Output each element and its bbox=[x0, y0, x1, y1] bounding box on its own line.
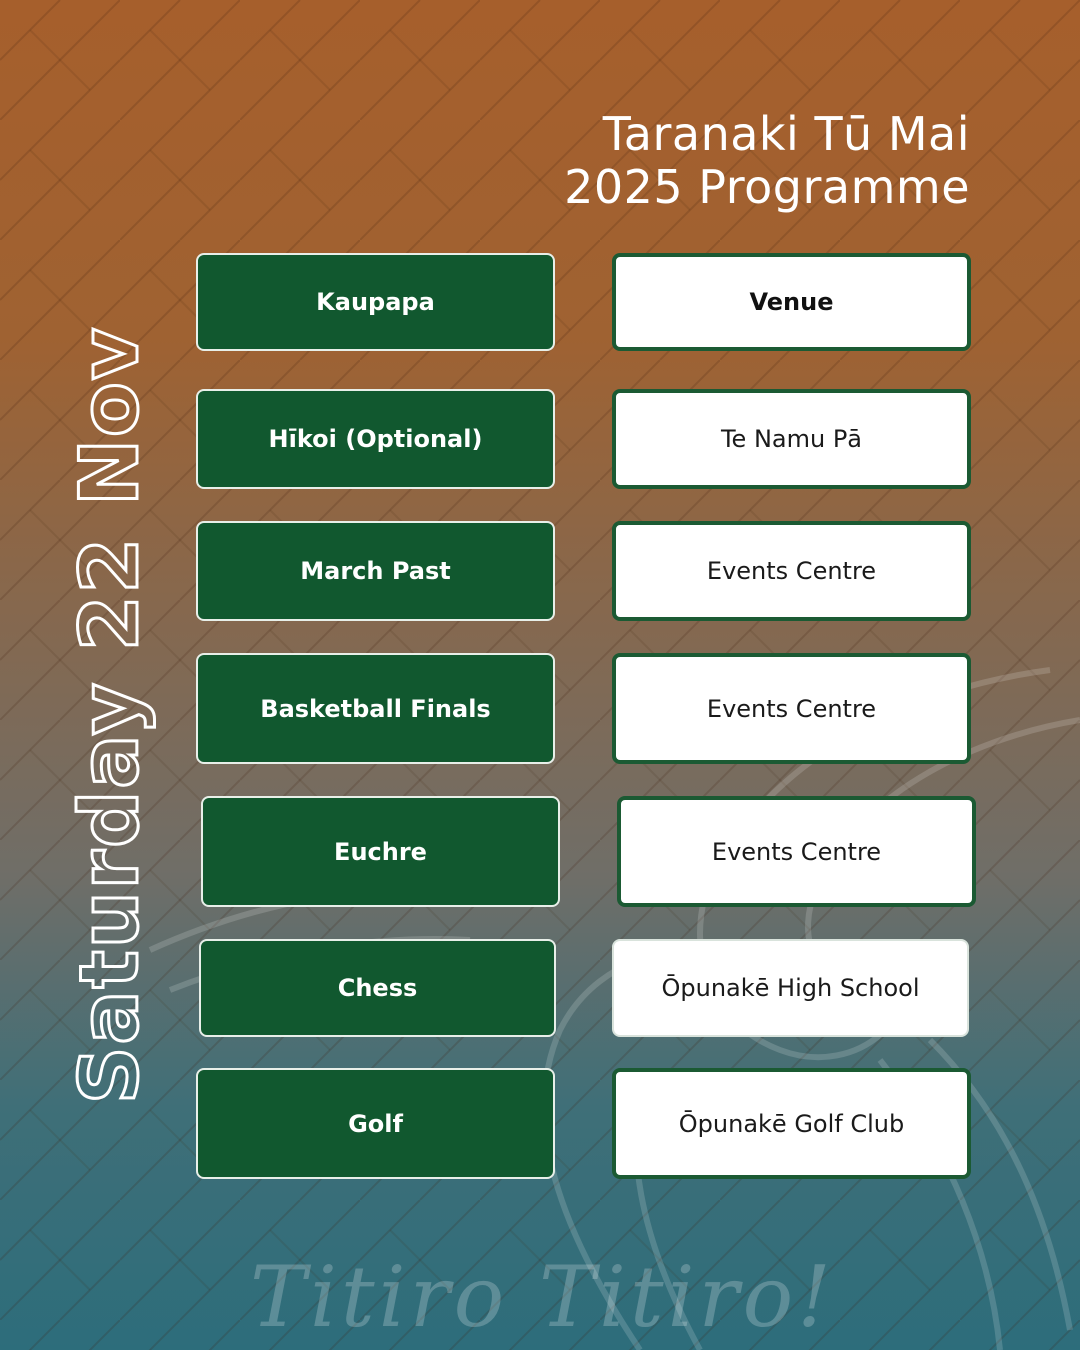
kaupapa-cell: Basketball Finals bbox=[196, 653, 555, 764]
kaupapa-cell: Hīkoi (Optional) bbox=[196, 389, 555, 489]
title-line-2: 2025 Programme bbox=[564, 160, 970, 214]
kaupapa-header: Kaupapa bbox=[196, 253, 555, 351]
kaupapa-cell: Chess bbox=[199, 939, 556, 1037]
title-line-1: Taranaki Tū Mai bbox=[602, 107, 970, 161]
page-title bbox=[564, 108, 970, 214]
venue-cell: Te Namu Pā bbox=[612, 389, 971, 489]
venue-cell: Ōpunakē High School bbox=[612, 939, 969, 1037]
date-vertical-label: Saturday 22 Nov bbox=[62, 325, 156, 1105]
venue-header: Venue bbox=[612, 253, 971, 351]
venue-cell: Events Centre bbox=[612, 653, 971, 764]
venue-cell: Ōpunakē Golf Club bbox=[612, 1068, 971, 1179]
kaupapa-cell: Euchre bbox=[201, 796, 560, 907]
kaupapa-cell: March Past bbox=[196, 521, 555, 621]
watermark-script-text: Titiro Titiro! bbox=[250, 1248, 835, 1346]
venue-cell: Events Centre bbox=[617, 796, 976, 907]
kaupapa-cell: Golf bbox=[196, 1068, 555, 1179]
venue-cell: Events Centre bbox=[612, 521, 971, 621]
